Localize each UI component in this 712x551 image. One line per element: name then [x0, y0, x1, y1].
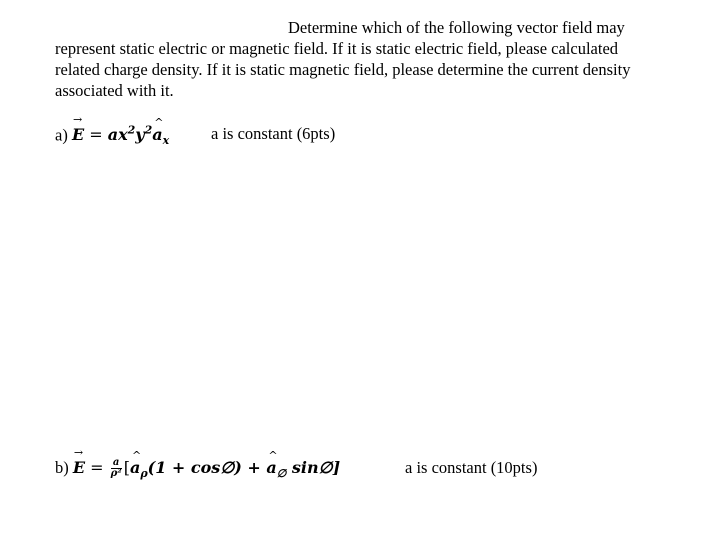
part-b-unit-phi-sub: ∅: [276, 467, 287, 481]
part-a-y: y: [135, 125, 145, 145]
part-b-frac-den: ρ²: [110, 468, 122, 479]
part-b-term1: (1 + cos∅) +: [147, 458, 267, 477]
part-b-term2: sin∅]: [286, 458, 341, 477]
part-a-note: a is constant (6pts): [211, 124, 336, 143]
part-b-open-bracket: [: [123, 458, 130, 477]
part-a-equation: [55, 124, 169, 148]
problem-intro-rest: represent static electric or magnetic field. If it is static electric field, please calculated related charge density. If it is static magnetic field, please determine the current density associated with it.: [55, 39, 631, 100]
part-b-unit-phi: a ^: [266, 458, 276, 477]
part-b-frac-num: a: [111, 458, 122, 469]
part-b-equals: =: [85, 458, 109, 477]
part-b-note: a is constant (10pts): [405, 458, 538, 477]
part-a-exp-x: 2: [127, 124, 136, 137]
part-b-equation: [55, 458, 340, 480]
part-a-unit-vector: a ^: [152, 125, 162, 144]
part-a-unit-sub: x: [162, 134, 170, 148]
part-a-label: a): [55, 125, 68, 145]
problem-statement: [55, 17, 667, 101]
part-b-vector-e: E →: [73, 458, 85, 477]
problem-intro-line1: Determine which of the following vector field may: [288, 18, 625, 37]
part-b-unit-rho-sub: ρ: [140, 467, 148, 481]
part-a-equals: =: [84, 125, 108, 145]
part-a-exp-y: 2: [144, 124, 153, 137]
part-a-ax: ax: [107, 125, 128, 145]
part-b-unit-rho: a ^: [130, 458, 140, 477]
part-b-label: b): [55, 458, 69, 477]
part-b-fraction: [111, 458, 122, 479]
part-a-vector-e: E →: [72, 125, 84, 144]
